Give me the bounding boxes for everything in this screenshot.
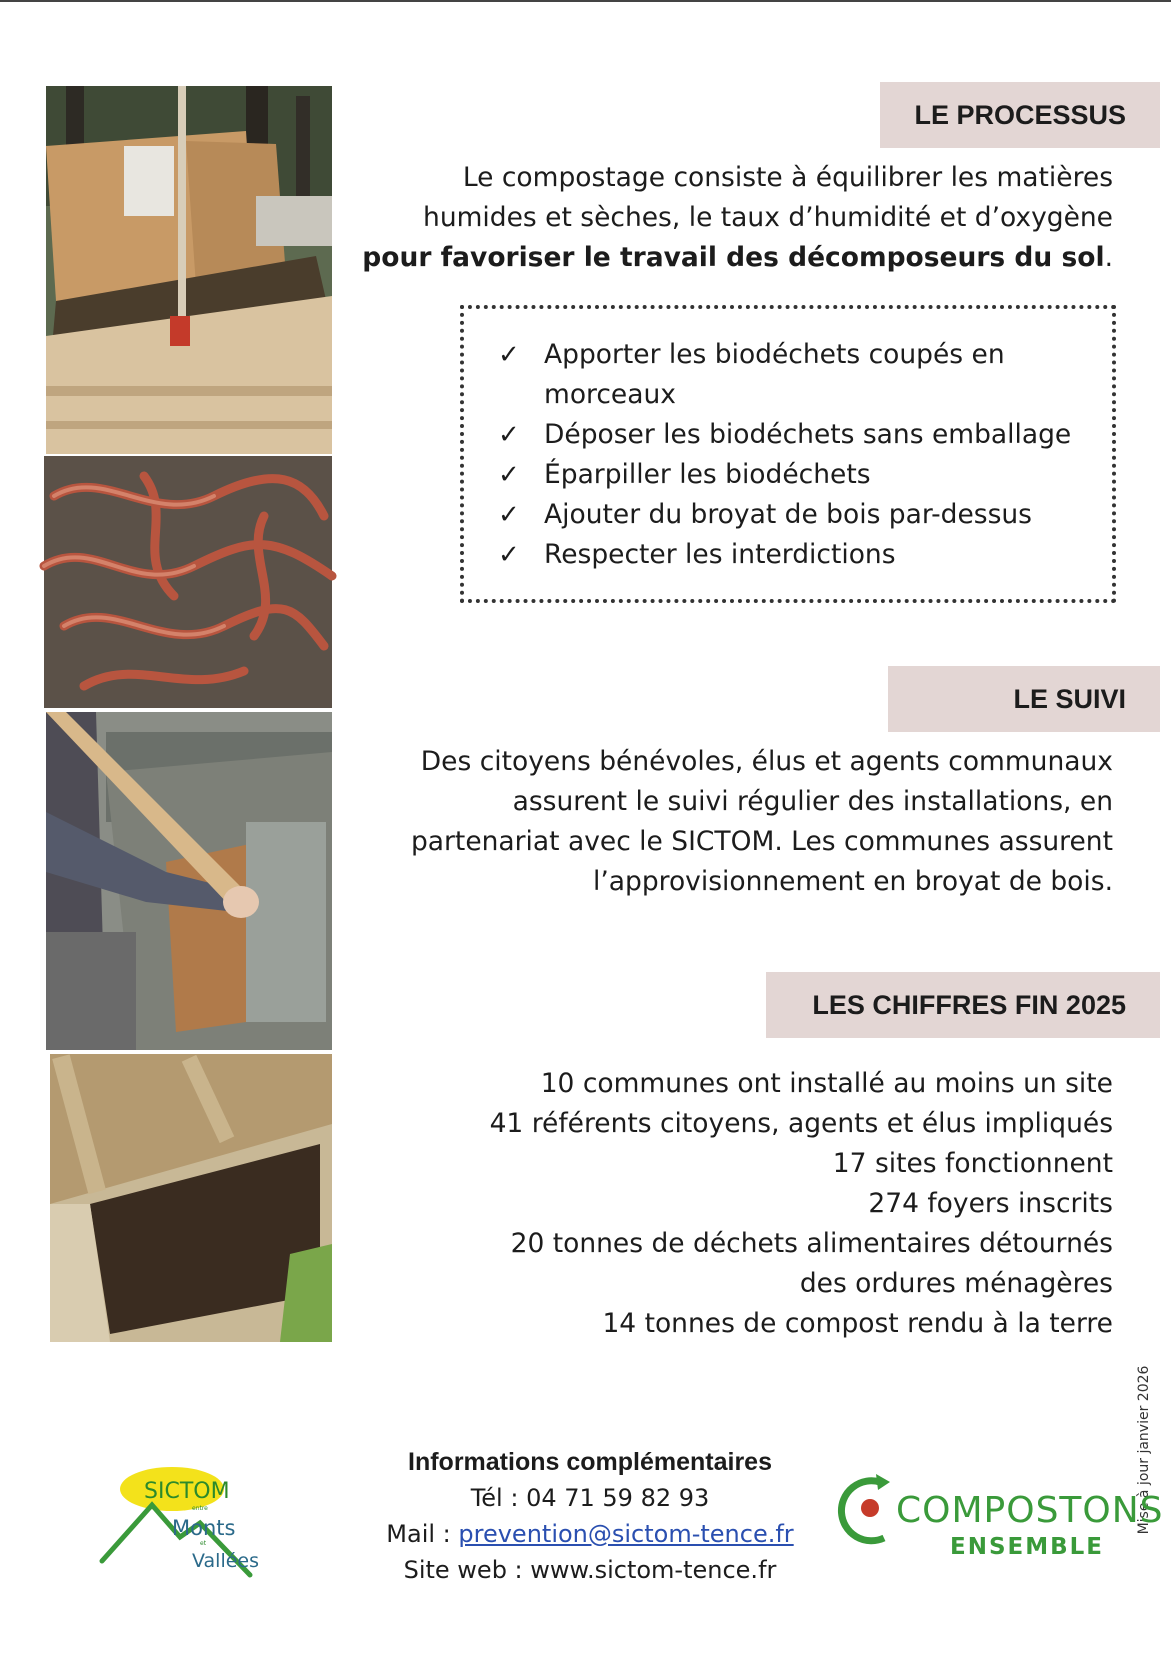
processus-intro [362,158,1113,278]
checkmark-icon: ✓ [498,500,520,530]
checkmark-icon: ✓ [498,420,520,450]
sictom-logo [100,1465,300,1585]
checkmark-icon: ✓ [498,340,520,370]
chiffre-line: 17 sites fonctionnent [832,1148,1113,1179]
svg-text:Monts: Monts [172,1516,236,1540]
chiffre-line: 274 foyers inscrits [868,1188,1113,1219]
svg-text:COMPOSTONS: COMPOSTONS [896,1490,1164,1531]
list-item: ✓ Déposer les biodéchets sans emballage [498,415,1112,455]
photo-turning-compost [46,712,332,1050]
intro-line: humides et sèches, le taux d’humidité et d’oxygène [423,202,1113,233]
contact-mail-link[interactable]: prevention@sictom-tence.fr [458,1520,794,1548]
svg-text:SICTOM: SICTOM [144,1479,230,1504]
chiffres-list [490,1064,1113,1344]
chiffre-line: des ordures ménagères [799,1268,1113,1299]
list-item: ✓ Respecter les interdictions [498,535,1112,575]
checkmark-icon: ✓ [498,460,520,490]
heading-les-chiffres: LES CHIFFRES FIN 2025 [766,972,1160,1038]
intro-line-bold [362,238,1113,278]
update-note: Mise à jour janvier 2026 [1136,1365,1152,1535]
list-item: ✓ Apporter les biodéchets coupés en morceaux [498,335,1112,415]
intro-bold-text: pour favoriser le travail des décomposeurs du sol [362,242,1105,273]
heading-le-suivi: LE SUIVI [888,666,1160,732]
contact-website[interactable]: Site web : www.sictom-tence.fr [403,1556,777,1584]
suivi-text [411,742,1113,902]
chiffre-line: 14 tonnes de compost rendu à la terre [602,1308,1113,1339]
svg-text:entre: entre [192,1505,208,1512]
checkmark-icon: ✓ [498,540,520,570]
chiffre-line: 41 référents citoyens, agents et élus impliqués [489,1108,1113,1139]
steps-checklist [460,305,1116,603]
photo-compost-worms [44,456,332,708]
chiffre-line: 10 communes ont installé au moins un site [540,1068,1113,1099]
contact-phone: Tél : 04 71 59 82 93 [470,1484,710,1512]
contact-title: Informations complémentaires [408,1448,772,1476]
list-item: ✓ Éparpiller les biodéchets [498,455,1112,495]
heading-le-processus: LE PROCESSUS [880,82,1160,148]
photo-mature-compost [50,1054,332,1342]
svg-text:et: et [200,1540,207,1547]
chiffre-line: 20 tonnes de déchets alimentaires détournés [510,1228,1113,1259]
suivi-line: Des citoyens bénévoles, élus et agents communaux [420,746,1113,777]
svg-text:ENSEMBLE: ENSEMBLE [950,1534,1105,1560]
intro-end: . [1104,242,1113,273]
top-rule [0,0,1171,2]
photo-wooden-compost-bin [46,86,332,454]
compostons-ensemble-logo [838,1468,1164,1560]
intro-line: Le compostage consiste à équilibrer les matières [462,162,1113,193]
list-item: ✓ Ajouter du broyat de bois par-dessus [498,495,1112,535]
svg-text:Vallées: Vallées [192,1550,260,1572]
suivi-line: partenariat avec le SICTOM. Les communes assurent [410,826,1113,857]
contact-mail-row: Mail : prevention@sictom-tence.fr [386,1520,794,1548]
contact-info [370,1444,810,1588]
suivi-line: l’approvisionnement en broyat de bois. [592,866,1113,897]
suivi-line: assurent le suivi régulier des installations, en [512,786,1113,817]
